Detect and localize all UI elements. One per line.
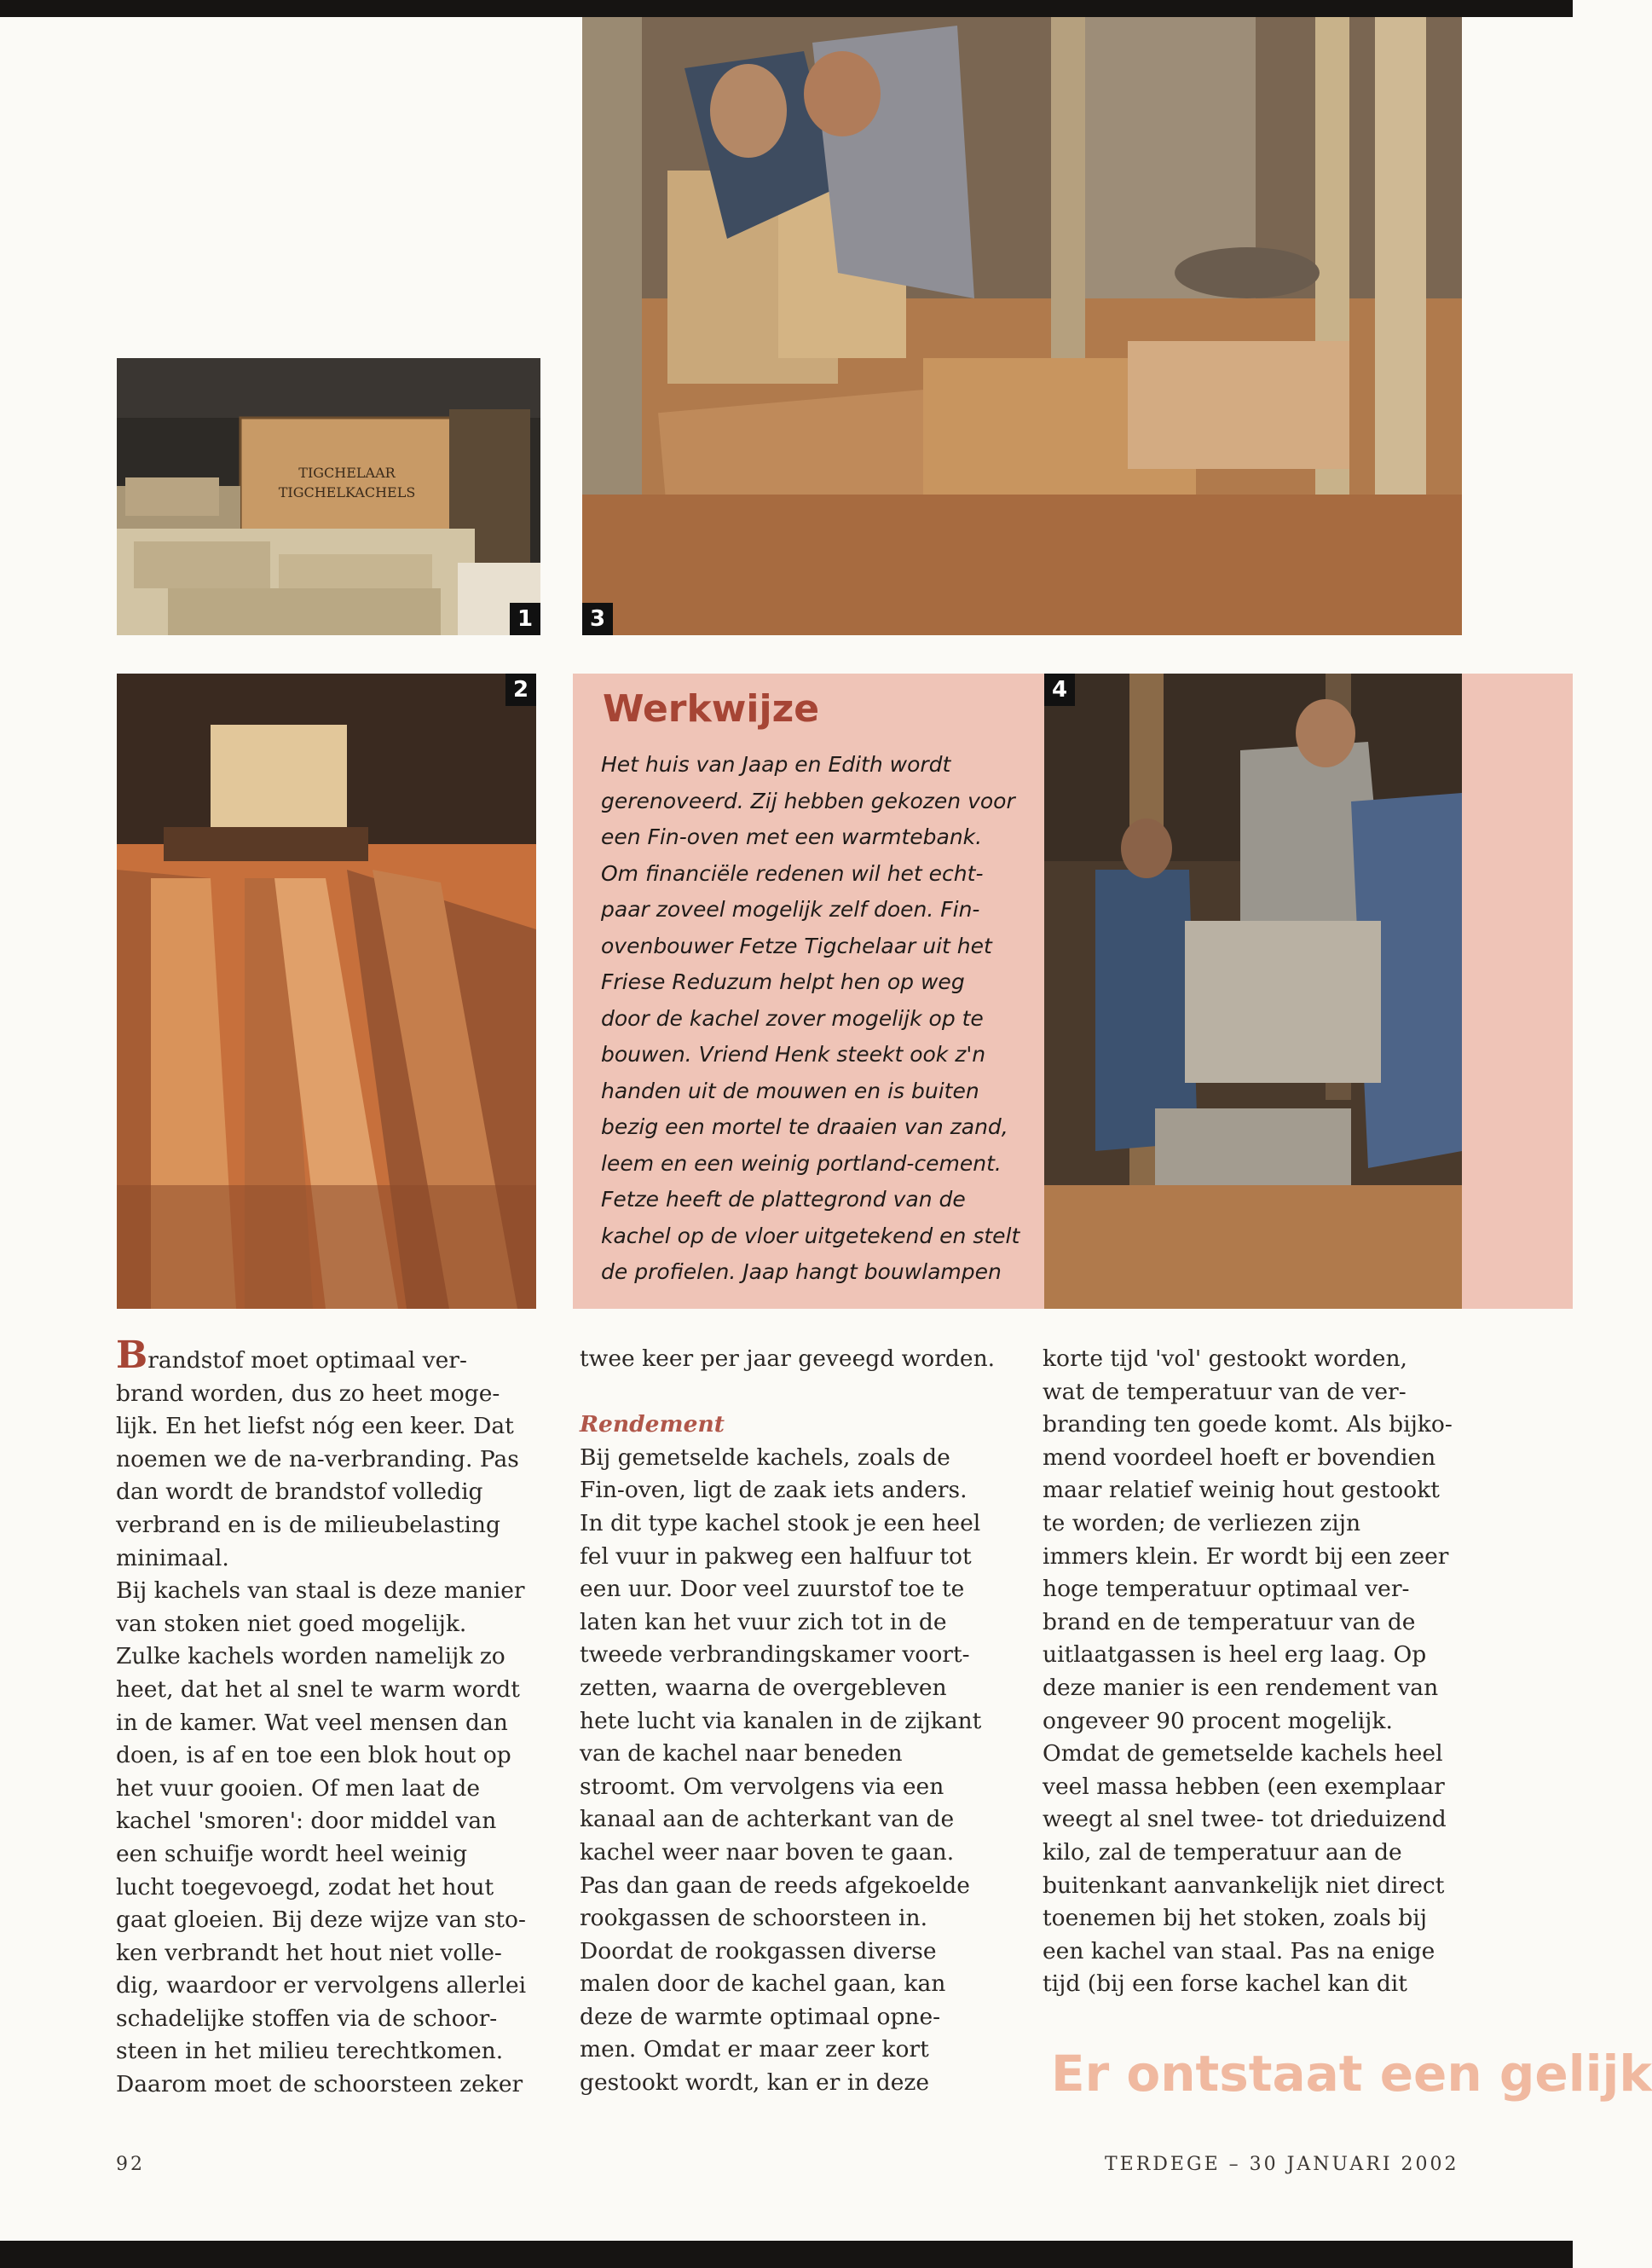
article-line: noemen we de na-verbranding. Pas (116, 1445, 519, 1472)
top-border (0, 0, 1573, 17)
article-column-3 (1043, 1343, 1503, 2001)
publication-footer: TERDEGE – 30 JANUARI 2002 (1105, 2154, 1459, 2175)
sidebar-line: kachel op de vloer uitgetekend en stelt (601, 1223, 1020, 1248)
sidebar-title: Werkwijze (603, 687, 820, 731)
article-line: twee keer per jaar geveegd worden. (580, 1345, 996, 1372)
article-line: korte tijd 'vol' gestookt worden, (1043, 1345, 1407, 1372)
article-line: men. Omdat er maar zeer kort (580, 2036, 929, 2063)
article-line: gestookt wordt, kan er in deze (580, 2069, 930, 2097)
sidebar-line: Om financiële redenen wil het echt- (601, 860, 984, 886)
bottom-border (0, 2241, 1573, 2268)
photo-number-4: 4 (1044, 674, 1075, 706)
sidebar-line: ovenbouwer Fetze Tigchelaar uit het (601, 933, 992, 958)
article-line: doen, is af en toe een blok hout op (116, 1742, 511, 1769)
sidebar-line: Het huis van Jaap en Edith wordt (601, 752, 951, 777)
article-line: lijk. En het liefst nóg een keer. Dat (116, 1413, 514, 1440)
sidebar-line: leem en een weinig portland-cement. (601, 1150, 1002, 1176)
article-line: Zulke kachels worden namelijk zo (116, 1643, 505, 1670)
article-line: dig, waardoor er vervolgens allerlei (116, 1972, 527, 1999)
article-line: deze manier is een rendement van (1043, 1674, 1439, 1701)
article-line: schadelijke stoffen via de schoor- (116, 2005, 498, 2032)
photo-4-illustration (1044, 674, 1462, 1309)
article-line: laten kan het vuur zich tot in de (580, 1608, 947, 1635)
article-line: buitenkant aanvankelijk niet direct (1043, 1872, 1445, 1899)
article-line: Fin-oven, ligt de zaak iets anders. (580, 1477, 968, 1504)
sidebar-line: Friese Reduzum helpt hen op weg (601, 969, 965, 994)
article-line: kachel weer naar boven te gaan. (580, 1838, 955, 1866)
article-line: Bij gemetselde kachels, zoals de (580, 1444, 950, 1471)
article-line: veel massa hebben (een exemplaar (1043, 1773, 1445, 1800)
article-line: Omdat de gemetselde kachels heel (1043, 1740, 1443, 1768)
article-line: branding ten goede komt. Als bijko- (1043, 1411, 1453, 1438)
article-line: toenemen bij het stoken, zoals bij (1043, 1905, 1427, 1932)
sidebar-body (601, 747, 1027, 1291)
photo-masons-building-base (582, 17, 1462, 635)
article-column-1 (116, 1334, 542, 2102)
article-line: in de kamer. Wat veel mensen dan (116, 1709, 508, 1736)
article-line: een schuifje wordt heel weinig (116, 1840, 468, 1867)
article-line: randstof moet optimaal ver- (147, 1347, 467, 1374)
photo-brick-channels (117, 674, 536, 1309)
article-line: uitlaatgassen is heel erg laag. Op (1043, 1641, 1427, 1669)
sidebar-line: gerenoveerd. Zij hebben gekozen voor (601, 788, 1015, 813)
photo-3-illustration (582, 17, 1462, 635)
article-line: ken verbrandt het hout niet volle- (116, 1939, 502, 1966)
article-line: gaat gloeien. Bij deze wijze van sto- (116, 1906, 526, 1934)
article-line: ongeveer 90 procent mogelijk. (1043, 1707, 1393, 1734)
article-line: van stoken niet goed mogelijk. (116, 1610, 467, 1637)
article-line: brand worden, dus zo heet moge- (116, 1380, 500, 1407)
pull-quote: Er ontstaat een gelijk (1051, 2045, 1652, 2103)
article-line: lucht toegevoegd, zodat het hout (116, 1873, 494, 1901)
article-line: fel vuur in pakweg een halfuur tot (580, 1542, 972, 1570)
article-line: weegt al snel twee- tot drieduizend (1043, 1806, 1447, 1833)
photo-number-2: 2 (505, 674, 536, 706)
photo-lifting-slab (1044, 674, 1462, 1309)
article-line: deze de warmte optimaal opne- (580, 2003, 941, 2030)
sidebar-line: de profielen. Jaap hangt bouwlampen (601, 1259, 1002, 1284)
article-line: minimaal. (116, 1544, 229, 1571)
article-line: een kachel van staal. Pas na enige (1043, 1937, 1435, 1964)
section-subhead: Rendement (580, 1411, 725, 1438)
article-line: Doordat de rookgassen diverse (580, 1937, 937, 1964)
article-line: immers klein. Er wordt bij een zeer (1043, 1542, 1449, 1570)
sidebar-line: een Fin-oven met een warmtebank. (601, 824, 983, 849)
article-line: Daarom moet de schoorsteen zeker (116, 2071, 523, 2098)
article-line: Bij kachels van staal is deze manier (116, 1577, 525, 1605)
article-line: kilo, zal de temperatuur aan de (1043, 1838, 1402, 1866)
article-line: brand en de temperatuur van de (1043, 1608, 1416, 1635)
photo-number-1: 1 (510, 603, 540, 635)
photo-number-3: 3 (582, 603, 613, 635)
sidebar-line: Fetze heeft de plattegrond van de (601, 1187, 966, 1212)
article-line: Pas dan gaan de reeds afgekoelde (580, 1872, 970, 1899)
article-line: te worden; de verliezen zijn (1043, 1509, 1361, 1536)
article-line: zetten, waarna de overgebleven (580, 1674, 947, 1701)
page-number: 92 (116, 2154, 145, 2175)
photo-1-illustration (117, 358, 540, 635)
article-line: steen in het milieu terechtkomen. (116, 2038, 504, 2065)
article-line: hete lucht via kanalen in de zijkant (580, 1707, 982, 1734)
article-line: verbrand en is de milieubelasting (116, 1511, 500, 1538)
article-line: stroomt. Om vervolgens via een (580, 1773, 944, 1800)
article-line: heet, dat het al snel te warm wordt (116, 1675, 520, 1703)
article-line: het vuur gooien. Of men laat de (116, 1774, 481, 1802)
article-line: tijd (bij een forse kachel kan dit (1043, 1970, 1407, 1998)
article-line: van de kachel naar beneden (580, 1740, 903, 1768)
sidebar-line: handen uit de mouwen en is buiten (601, 1078, 979, 1103)
photo-brick-stacks (117, 358, 540, 635)
sidebar-line: bezig een mortel te draaien van zand, (601, 1114, 1008, 1139)
article-line: kachel 'smoren': door middel van (116, 1808, 497, 1835)
crate-stencil-2: TIGCHELKACHELS (278, 484, 416, 500)
article-line: maar relatief weinig hout gestookt (1043, 1477, 1440, 1504)
sidebar-line: paar zoveel mogelijk zelf doen. Fin- (601, 897, 980, 922)
article-line: dan wordt de brandstof volledig (116, 1478, 483, 1506)
sidebar-line: door de kachel zover mogelijk op te (601, 1005, 984, 1031)
sidebar-line: bouwen. Vriend Henk steekt ook z'n (601, 1042, 986, 1067)
photo-2-illustration (117, 674, 536, 1309)
article-column-2 (580, 1343, 1023, 2100)
article-line: mend voordeel hoeft er bovendien (1043, 1444, 1436, 1471)
drop-cap: B (116, 1334, 148, 1377)
article-line: een uur. Door veel zuurstof toe te (580, 1576, 965, 1603)
article-first-line (116, 1334, 542, 1378)
article-line: malen door de kachel gaan, kan (580, 1970, 946, 1998)
article-line: kanaal aan de achterkant van de (580, 1806, 955, 1833)
article-line: In dit type kachel stook je een heel (580, 1509, 981, 1536)
article-line: rookgassen de schoorsteen in. (580, 1905, 927, 1932)
crate-stencil-1: TIGCHELAAR (298, 465, 396, 481)
article-line: tweede verbrandingskamer voort- (580, 1641, 970, 1669)
article-line: wat de temperatuur van de ver- (1043, 1378, 1407, 1405)
article-line: hoge temperatuur optimaal ver- (1043, 1576, 1410, 1603)
